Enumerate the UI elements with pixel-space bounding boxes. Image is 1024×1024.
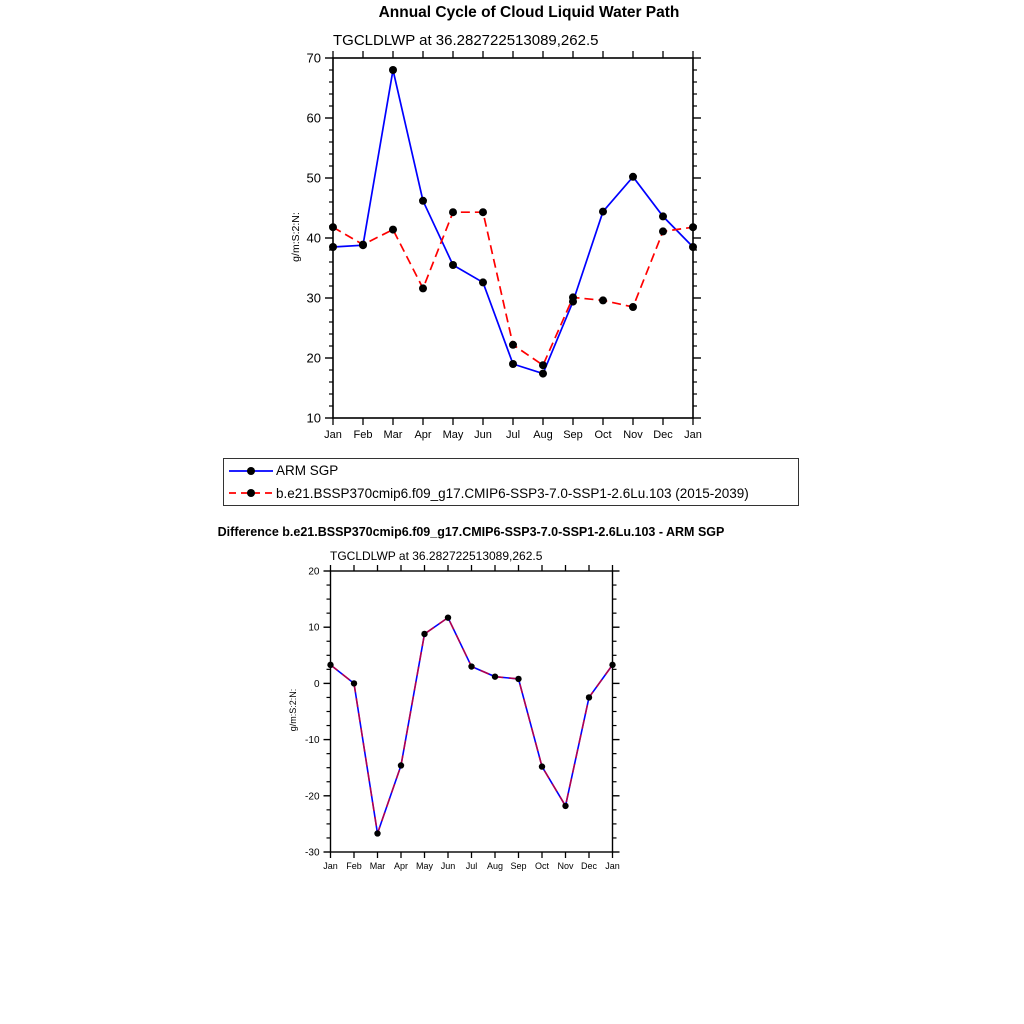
svg-text:10: 10 bbox=[306, 410, 321, 426]
legend-label-model: b.e21.BSSP370cmip6.f09_g17.CMIP6-SSP3-7.0-SSP1-2.6Lu.103 (2015-2039) bbox=[276, 485, 749, 501]
data-point bbox=[659, 212, 667, 220]
data-point bbox=[689, 243, 697, 251]
chart1-title: Annual Cycle of Cloud Liquid Water Path bbox=[378, 4, 680, 21]
svg-text:Oct: Oct bbox=[534, 861, 550, 871]
svg-text:Aug: Aug bbox=[486, 861, 504, 871]
arm-sgp-line-markers bbox=[329, 66, 697, 378]
data-point bbox=[479, 278, 487, 286]
data-point bbox=[586, 694, 592, 700]
svg-text:-30: -30 bbox=[305, 847, 320, 859]
chart2-y-axis-label: g/m:S:2:N: bbox=[288, 688, 298, 732]
svg-text:20: 20 bbox=[308, 566, 320, 578]
legend bbox=[223, 458, 799, 506]
chart2-title: Difference b.e21.BSSP370cmip6.f09_g17.CMIP6-SSP3-7.0-SSP1-2.6Lu.103 - ARM SGP bbox=[217, 525, 725, 539]
model-line-markers bbox=[329, 208, 697, 369]
svg-text:Aug: Aug bbox=[533, 429, 553, 441]
data-point bbox=[419, 197, 427, 205]
data-point bbox=[421, 631, 427, 637]
svg-text:-20: -20 bbox=[305, 791, 320, 803]
legend-row-model bbox=[224, 482, 798, 504]
svg-text:40: 40 bbox=[306, 230, 321, 246]
data-point bbox=[539, 370, 547, 378]
svg-text:50: 50 bbox=[306, 170, 321, 186]
svg-text:10: 10 bbox=[308, 622, 320, 634]
difference-line bbox=[331, 618, 613, 834]
svg-text:Nov: Nov bbox=[557, 861, 574, 871]
svg-text:Apr: Apr bbox=[393, 861, 409, 871]
svg-text:Feb: Feb bbox=[346, 861, 362, 871]
legend-arm-sgp-marker-icon bbox=[247, 467, 255, 475]
svg-text:Dec: Dec bbox=[653, 429, 673, 441]
month-labels bbox=[324, 429, 702, 441]
svg-text:Oct: Oct bbox=[594, 429, 612, 441]
data-point bbox=[398, 762, 404, 768]
svg-text:Jan: Jan bbox=[684, 429, 702, 441]
data-point bbox=[629, 173, 637, 181]
chart-2 bbox=[305, 565, 620, 871]
data-point bbox=[492, 673, 498, 679]
y-minor-ticks bbox=[327, 585, 617, 838]
month-labels bbox=[323, 861, 620, 871]
data-point bbox=[515, 676, 521, 682]
plot-frame bbox=[331, 571, 613, 852]
data-point bbox=[329, 243, 337, 251]
svg-text:Jul: Jul bbox=[465, 861, 478, 871]
svg-text:Mar: Mar bbox=[383, 429, 403, 441]
difference-line-markers bbox=[327, 614, 615, 836]
data-point bbox=[449, 261, 457, 269]
svg-text:-10: -10 bbox=[305, 735, 320, 747]
svg-text:60: 60 bbox=[306, 110, 321, 126]
svg-text:30: 30 bbox=[306, 290, 321, 306]
svg-text:Feb: Feb bbox=[353, 429, 373, 441]
chart-1 bbox=[307, 51, 702, 441]
svg-text:20: 20 bbox=[306, 350, 321, 366]
svg-text:Jan: Jan bbox=[605, 861, 620, 871]
data-point bbox=[599, 296, 607, 304]
data-point bbox=[689, 223, 697, 231]
data-point bbox=[659, 227, 667, 235]
svg-text:Jul: Jul bbox=[505, 429, 521, 441]
svg-text:Jan: Jan bbox=[323, 861, 338, 871]
data-point bbox=[609, 662, 615, 668]
data-point bbox=[329, 223, 337, 231]
chart2-subtitle: TGCLDLWP at 36.282722513089,262.5 bbox=[330, 549, 543, 563]
data-point bbox=[389, 66, 397, 74]
data-point bbox=[389, 226, 397, 234]
data-point bbox=[562, 803, 568, 809]
svg-text:May: May bbox=[442, 429, 464, 441]
data-point bbox=[599, 208, 607, 216]
data-point bbox=[468, 663, 474, 669]
legend-sample-arm-sgp bbox=[228, 465, 274, 477]
svg-text:0: 0 bbox=[313, 678, 320, 690]
data-point bbox=[327, 662, 333, 668]
svg-text:Dec: Dec bbox=[580, 861, 598, 871]
chart1-y-axis-label: g/m:S:2:N: bbox=[290, 212, 302, 262]
month-ticks bbox=[331, 565, 613, 858]
legend-row-arm-sgp bbox=[224, 460, 798, 482]
chart1-subtitle: TGCLDLWP at 36.282722513089,262.5 bbox=[333, 32, 599, 49]
data-point bbox=[479, 208, 487, 216]
svg-text:Jun: Jun bbox=[440, 861, 456, 871]
y-major-ticks bbox=[324, 571, 620, 852]
svg-text:70: 70 bbox=[306, 50, 321, 66]
legend-label-arm-sgp: ARM SGP bbox=[276, 463, 339, 479]
svg-text:Mar: Mar bbox=[369, 861, 386, 871]
svg-text:Nov: Nov bbox=[623, 429, 643, 441]
data-point bbox=[629, 303, 637, 311]
data-point bbox=[374, 830, 380, 836]
data-point bbox=[509, 360, 517, 368]
svg-text:May: May bbox=[415, 861, 434, 871]
y-tick-labels bbox=[305, 567, 320, 859]
data-point bbox=[351, 680, 357, 686]
svg-text:Jun: Jun bbox=[474, 429, 492, 441]
legend-sample-model bbox=[228, 487, 274, 499]
data-point bbox=[509, 341, 517, 349]
y-tick-labels bbox=[307, 51, 321, 426]
legend-model-marker-icon bbox=[247, 489, 255, 497]
svg-text:Sep: Sep bbox=[510, 861, 527, 871]
arm-sgp-line bbox=[333, 70, 693, 374]
data-point bbox=[445, 614, 451, 620]
data-point bbox=[359, 241, 367, 249]
svg-text:Jan: Jan bbox=[324, 429, 342, 441]
data-point bbox=[539, 763, 545, 769]
data-point bbox=[539, 361, 547, 369]
data-point bbox=[449, 208, 457, 216]
data-point bbox=[419, 284, 427, 292]
data-point bbox=[569, 293, 577, 301]
svg-text:Sep: Sep bbox=[563, 429, 583, 441]
svg-text:Apr: Apr bbox=[414, 429, 432, 441]
